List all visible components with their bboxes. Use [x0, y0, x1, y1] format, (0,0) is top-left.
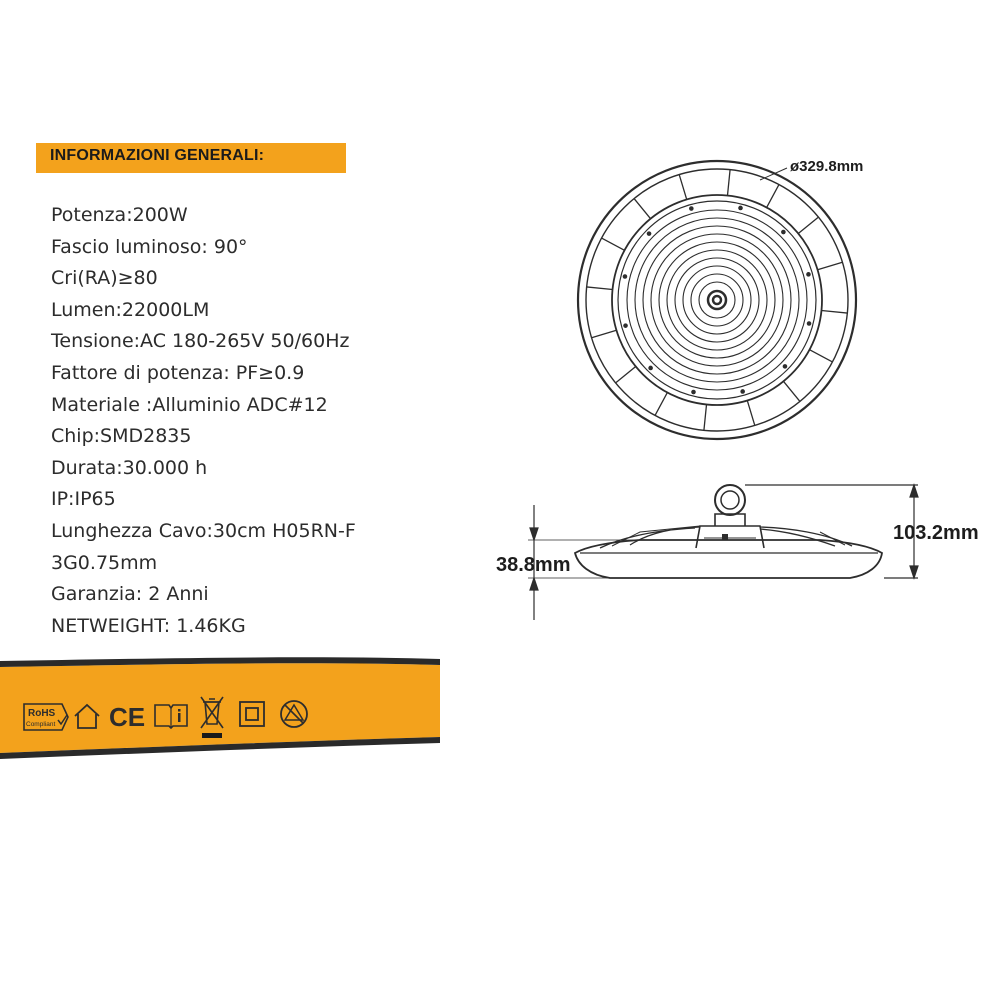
diameter-label: ø329.8mm	[790, 158, 864, 175]
ce-label: CE	[109, 702, 146, 732]
heatsink-fin	[679, 175, 687, 200]
lens-ring	[683, 266, 751, 334]
heatsink-fin	[798, 217, 818, 233]
heatsink-fin	[587, 287, 613, 290]
heatsink-fin	[821, 310, 847, 313]
heatsink-fin	[602, 238, 625, 250]
screw-dot	[648, 366, 653, 371]
heatsink-fin	[783, 381, 799, 401]
spec-item: Lumen:22000LM	[51, 298, 210, 321]
spec-item: Tensione:AC 180-265V 50/60Hz	[51, 330, 350, 353]
spec-item: Garanzia: 2 Anni	[51, 583, 209, 606]
spec-item: Durata:30.000 h	[51, 456, 208, 479]
height-label: 103.2mm	[893, 522, 979, 544]
spec-item: Potenza:200W	[51, 204, 188, 226]
body-height-label: 38.8mm	[496, 554, 571, 576]
rohs-label: RoHS	[28, 708, 56, 719]
top-view	[578, 161, 856, 439]
weee-bin-icon	[198, 694, 226, 740]
lens-ring	[667, 250, 767, 350]
heatsink-fin	[655, 393, 667, 416]
spec-item: Lunghezza Cavo:30cm H05RN-F	[51, 519, 356, 542]
lens-ring	[627, 210, 807, 390]
spec-item: Materiale :Alluminio ADC#12	[51, 393, 328, 416]
spec-item: NETWEIGHT: 1.46KG	[51, 614, 246, 637]
lens-ring	[675, 258, 759, 342]
ce-mark-icon	[108, 700, 148, 732]
screw-dot	[689, 206, 694, 211]
spec-item: Chip:SMD2835	[51, 425, 192, 448]
certification-icons	[22, 690, 342, 740]
lens-ring	[635, 218, 799, 382]
no-cover-icon	[278, 698, 310, 730]
screw-dot	[781, 230, 786, 235]
heatsink-fin	[634, 199, 650, 219]
heatsink-fin	[704, 404, 707, 430]
rohs-icon	[22, 702, 70, 732]
heatsink-fin	[616, 366, 636, 382]
screw-dot	[738, 206, 743, 211]
heatsink-fin	[747, 401, 755, 426]
read-manual-icon	[152, 701, 190, 729]
indoor-house-icon	[72, 702, 102, 730]
heatsink-fin	[767, 185, 779, 208]
spec-item: Cri(RA)≥80	[51, 267, 158, 290]
heatsink-fin	[818, 262, 843, 270]
screw-dot	[691, 390, 696, 395]
lens-ring	[699, 282, 735, 318]
spec-item: Fattore di potenza: PF≥0.9	[51, 361, 305, 384]
spec-list	[51, 200, 356, 642]
screw-dot	[783, 364, 788, 369]
spec-item: 3G0.75mm	[51, 551, 158, 574]
lens-ring	[651, 234, 783, 366]
lens-ring	[659, 242, 775, 358]
spec-item: IP:IP65	[51, 488, 116, 511]
screw-dot	[806, 272, 811, 277]
lens-ring	[643, 226, 791, 374]
heatsink-fin	[592, 330, 617, 338]
class-ii-icon	[238, 700, 266, 728]
screw-dot	[623, 274, 628, 279]
screw-dot	[740, 389, 745, 394]
side-view	[575, 485, 882, 578]
spec-item: Fascio luminoso: 90°	[51, 235, 248, 258]
screw-dot	[807, 321, 812, 326]
heatsink-fin	[727, 170, 730, 196]
heatsink-fin	[810, 350, 833, 362]
section-title: INFORMAZIONI GENERALI:	[50, 147, 265, 164]
screw-dot	[623, 323, 628, 328]
screw-dot	[647, 231, 652, 236]
rohs-sub-label: Compliant	[26, 721, 56, 728]
